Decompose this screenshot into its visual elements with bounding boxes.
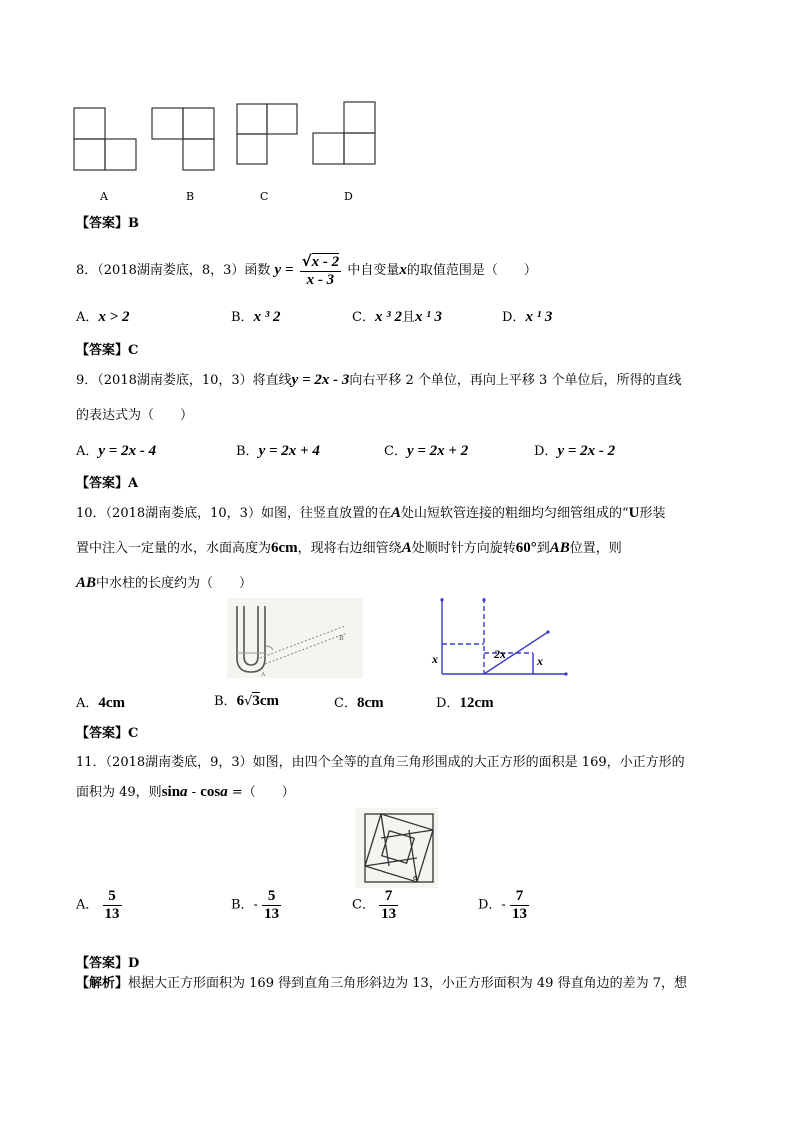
q10-option-a: A．4cm (76, 695, 126, 711)
q11-alpha-label: α (413, 874, 418, 882)
q11-option-c: C． $\frac{7}{13}$ (352, 888, 397, 922)
q10-stem-line1: 10．（2018湖南娄底，10，3）如图，往竖直放置的在A处山短软管连接的粗细均匀细管组成的“U形装 (76, 505, 666, 521)
q9-stem-line1: 9．（2018湖南娄底，10，3）将直线y = 2x - 3向右平移 2 个单位，再向上平移 3 个单位后，所得的直线 (76, 372, 682, 388)
q10-stem-line2: 置中注入一定量的水，水面高度为6cm，现将右边细管绕A处顺时针方向旋转60°到AB位置，则 (76, 540, 622, 556)
q8-option-d: D．x ¹ 3 (502, 309, 553, 325)
q8-option-a: A．x > 2 (76, 309, 130, 325)
q9-option-b: B．y = 2x + 4 (236, 443, 320, 459)
q7-option-d-label: D (344, 190, 353, 203)
q8-numerator: √x - 2 (301, 252, 340, 270)
q11-option-a: A． $\frac{5}{13}$ (76, 888, 120, 922)
q9-option-a: A．y = 2x - 4 (76, 443, 157, 459)
q10-photo-label-b: B (339, 634, 344, 642)
q10-option-b: B．6√3cm (214, 693, 280, 709)
q10-option-c: C．8cm (334, 695, 384, 711)
q11-answer: 【答案】D (76, 956, 140, 971)
q9-option-d: D．y = 2x - 2 (534, 443, 616, 459)
q11-stem-line1: 11．（2018湖南娄底，9，3）如图，由四个全等的直角三角形围成的大正方形的面积是 169，小正方形的 (76, 755, 685, 770)
q11-option-d: D．- $\frac{7}{13}$ (478, 888, 527, 922)
q11-analysis: 【解析】根据大正方形面积为 169 得到直角三角形斜边为 13，小正方形面积为 49 得直角边的差为 7，想 (76, 976, 687, 991)
q10-stem-line3: AB中水柱的长度约为（ ） (76, 575, 253, 591)
q10-photo-label-a: A (261, 672, 266, 678)
q8-option-b: B．x ³ 2 (231, 309, 281, 325)
q11-stem-line2: 面积为 49，则sina - cosa =（ ） (76, 784, 295, 800)
q10-label-x-right: x (537, 654, 543, 668)
q7-answer: 【答案】B (76, 216, 140, 231)
q10-label-2x: 2x (494, 647, 506, 661)
q9-option-c: C．y = 2x + 2 (384, 443, 469, 459)
q10-answer: 【答案】C (76, 726, 139, 741)
q10-label-x-left: x (432, 652, 438, 666)
q8-option-c: C．x ³ 2且x ¹ 3 (352, 309, 442, 325)
q9-answer: 【答案】A (76, 476, 139, 491)
q7-option-b-label: B (186, 190, 195, 203)
q8-stem: 8．（2018湖南娄底，8，3）函数 y = $\frac{√x - 2}{x - 3}$ 中自变量x的取值范围是（ ） (76, 252, 537, 288)
q9-stem-line2: 的表达式为（ ） (76, 408, 194, 423)
q11-square-diagram (355, 808, 438, 888)
q11-option-b: B．- $\frac{5}{13}$ (231, 888, 280, 922)
q7-option-c-label: C (260, 190, 269, 203)
q7-option-a-label: A (100, 190, 108, 203)
q8-denominator: x - 3 (306, 271, 335, 288)
q10-option-d: D．12cm (436, 695, 494, 711)
q8-answer: 【答案】C (76, 343, 139, 358)
